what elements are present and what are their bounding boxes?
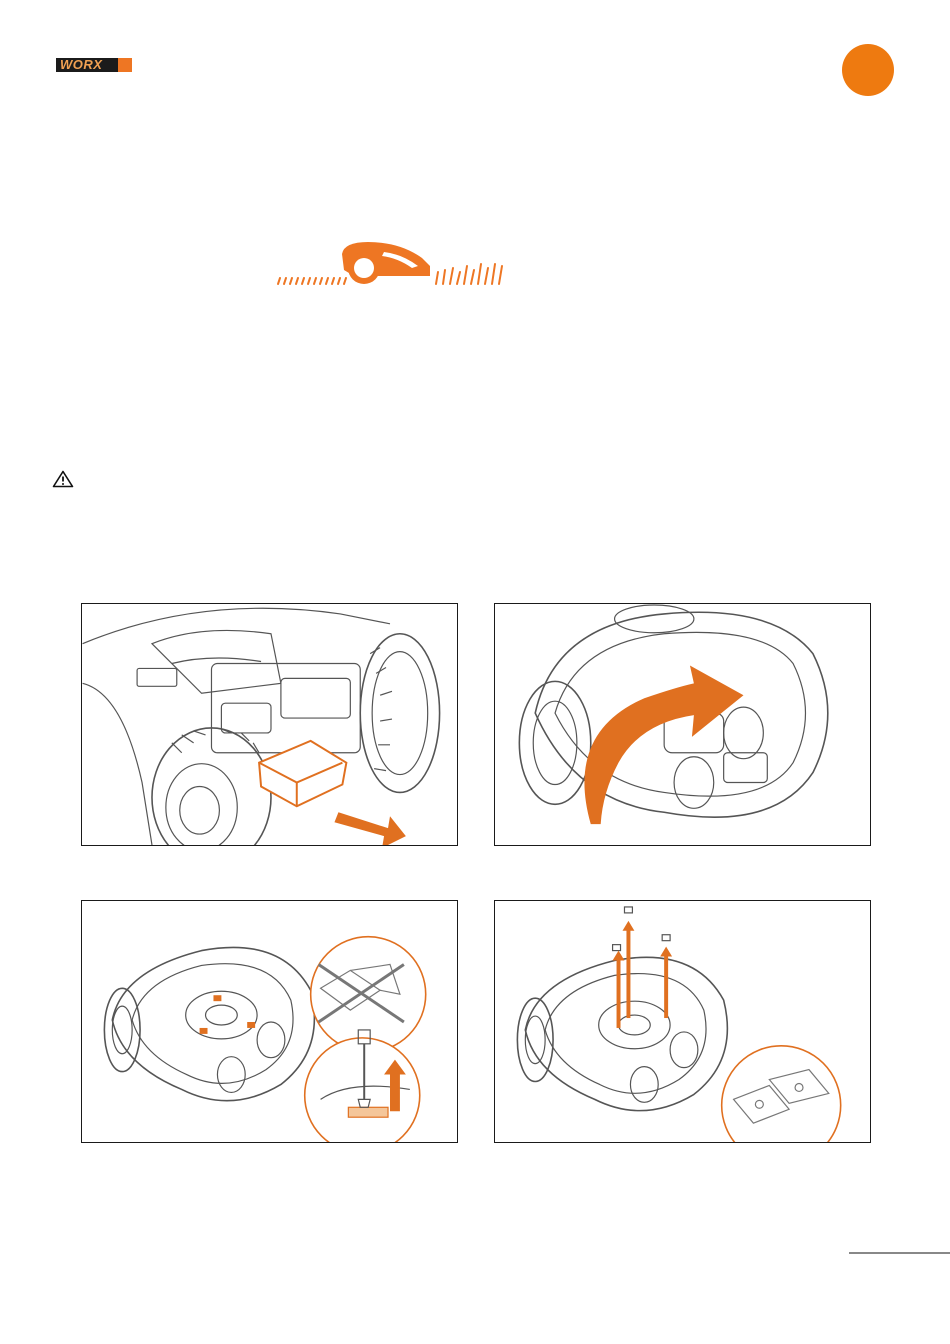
figure-blade-screw-removal [81, 900, 458, 1143]
warning-triangle-icon [52, 470, 74, 488]
figure-flip-mower [494, 603, 871, 846]
battery-removal-illustration [82, 604, 457, 845]
blade-screw-removal-illustration [82, 901, 457, 1142]
page-footer-rule [849, 1252, 950, 1254]
brand-logo [56, 58, 132, 72]
figure-blade-replacement [494, 900, 871, 1143]
blade-replacement-illustration [495, 901, 870, 1142]
chapter-marker [842, 44, 894, 96]
flip-mower-illustration [495, 604, 870, 845]
figure-battery-removal [81, 603, 458, 846]
brand-logo-text: WORX [60, 57, 103, 72]
robot-mower-icon [272, 236, 508, 292]
